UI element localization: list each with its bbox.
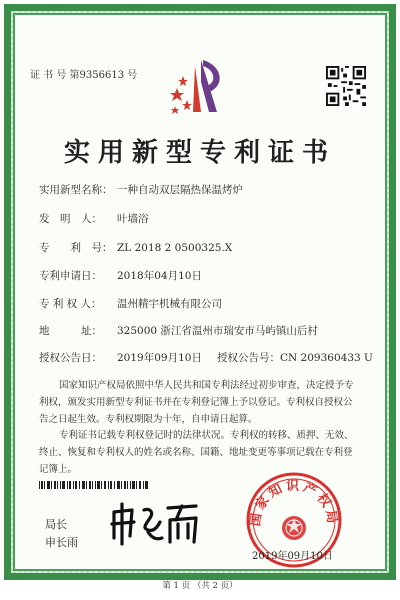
field-label: 专利申请日： [39,270,102,282]
patent-number-row [39,240,232,255]
director-title: 局长 [45,518,67,531]
field-label: 实用新型名称： [39,184,113,196]
announcement-date-value: 2019年09月10日 [117,352,202,364]
field-value: 325000 浙江省温州市瑞安市马屿镇山后村 [117,325,318,337]
cnipa-logo-icon [165,52,235,122]
director-name: 申长雨 [45,536,78,549]
legal-paragraph: 专利证书记载专利权登记时的法律状况。专利权的转移、质押、无效、终止、恢复和专利权人的姓名或名称、国籍、地址变更等事项记载在专利登记簿上。 [39,430,354,475]
field-value: 叶墙浴 [117,213,149,225]
certificate-number: 证 书 号 第9356613 号 [30,70,138,81]
patentee-row [39,296,222,311]
announcement-number-value: CN 209360433 U [280,352,373,364]
field-value: 2018年04月10日 [117,270,202,282]
announcement-row [39,350,373,365]
field-value: ZL 2018 2 0500325.X [117,242,233,254]
field-label: 专 利 号： [39,242,113,254]
qr-code-icon [326,66,366,106]
announcement-number-label: 授权公告号： [217,352,280,364]
address-row [39,323,318,338]
inventor-row [39,211,149,226]
field-value: 一种自动双层隔热保温烤炉 [117,184,243,196]
announcement-date-label: 授权公告日： [39,352,102,364]
seal-date: 2019年09月10日 [252,551,333,562]
legal-paragraph: 国家知识产权局依照中华人民共和国专利法经过初步审查，决定授予专利权，颁发实用新型专利证书并在专利登记簿上予以登记。专利权自授权公告之日起生效。专利权期限为十年，自申请日起算。 [39,380,354,425]
field-label: 发 明 人： [39,213,102,225]
field-label: 专 利 权 人： [39,298,102,310]
field-value: 温州精宇机械有限公司 [117,298,222,310]
application-date-row [39,268,202,283]
barcode-icon [39,481,149,489]
handwritten-signature [104,498,204,546]
svg-text:国家知识产权局: 国家知识产权局 [248,479,340,528]
field-label: 地 址： [39,325,102,337]
utility-model-name-row [39,182,243,197]
certificate-title: 实用新型专利证书 [63,138,336,168]
page-number: 第 1 页 （共 2 页） [162,581,238,591]
